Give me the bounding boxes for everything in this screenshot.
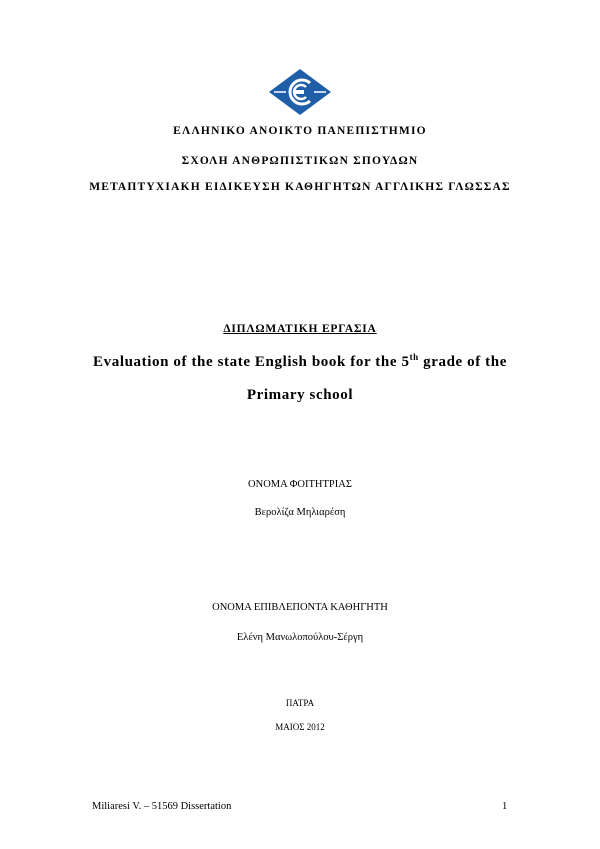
place: ΠΑΤΡΑ	[285, 698, 315, 708]
university-logo-icon	[268, 68, 332, 116]
student-label: ΟΝΟΜΑ ΦΟΙΤΗΤΡΙΑΣ	[248, 479, 352, 490]
title-part2: grade of the	[418, 354, 507, 370]
program-name: ΜΕΤΑΠΤΥΧΙΑΚΗ ΕΙΔΙΚΕΥΣΗ ΚΑΘΗΓΗΤΩΝ ΑΓΓΛΙΚΗΣ ΓΛΩΣΣΑΣ	[89, 181, 511, 193]
title-superscript: th	[409, 352, 419, 362]
title-part1: Evaluation of the state English book for the 5	[93, 354, 410, 370]
page-number: 1	[502, 801, 508, 812]
supervisor-label: ΟΝΟΜΑ ΕΠΙΒΛΕΠΟΝΤΑ ΚΑΘΗΓΗΤΗ	[212, 602, 388, 613]
supervisor-name: Ελένη Μανωλοπούλου-Σέργη	[236, 632, 364, 643]
footer-text: Miliaresi V. – 51569 Dissertation	[92, 801, 232, 812]
document-type: ΔΙΠΛΩΜΑΤΙΚΗ ΕΡΓΑΣΙΑ	[223, 323, 377, 335]
date: ΜΑΙΟΣ 2012	[275, 722, 325, 732]
thesis-title-line2: Primary school	[246, 387, 354, 403]
school-name: ΣΧΟΛΗ ΑΝΘΡΩΠΙΣΤΙΚΩΝ ΣΠΟΥΔΩΝ	[181, 155, 419, 167]
student-name: Βερολίζα Μηλιαρέση	[254, 507, 346, 518]
thesis-title-line1	[0, 354, 600, 371]
university-name: ΕΛΛΗΝΙΚΟ ΑΝΟΙΚΤΟ ΠΑΝΕΠΙΣΤΗΜΙΟ	[173, 125, 427, 137]
